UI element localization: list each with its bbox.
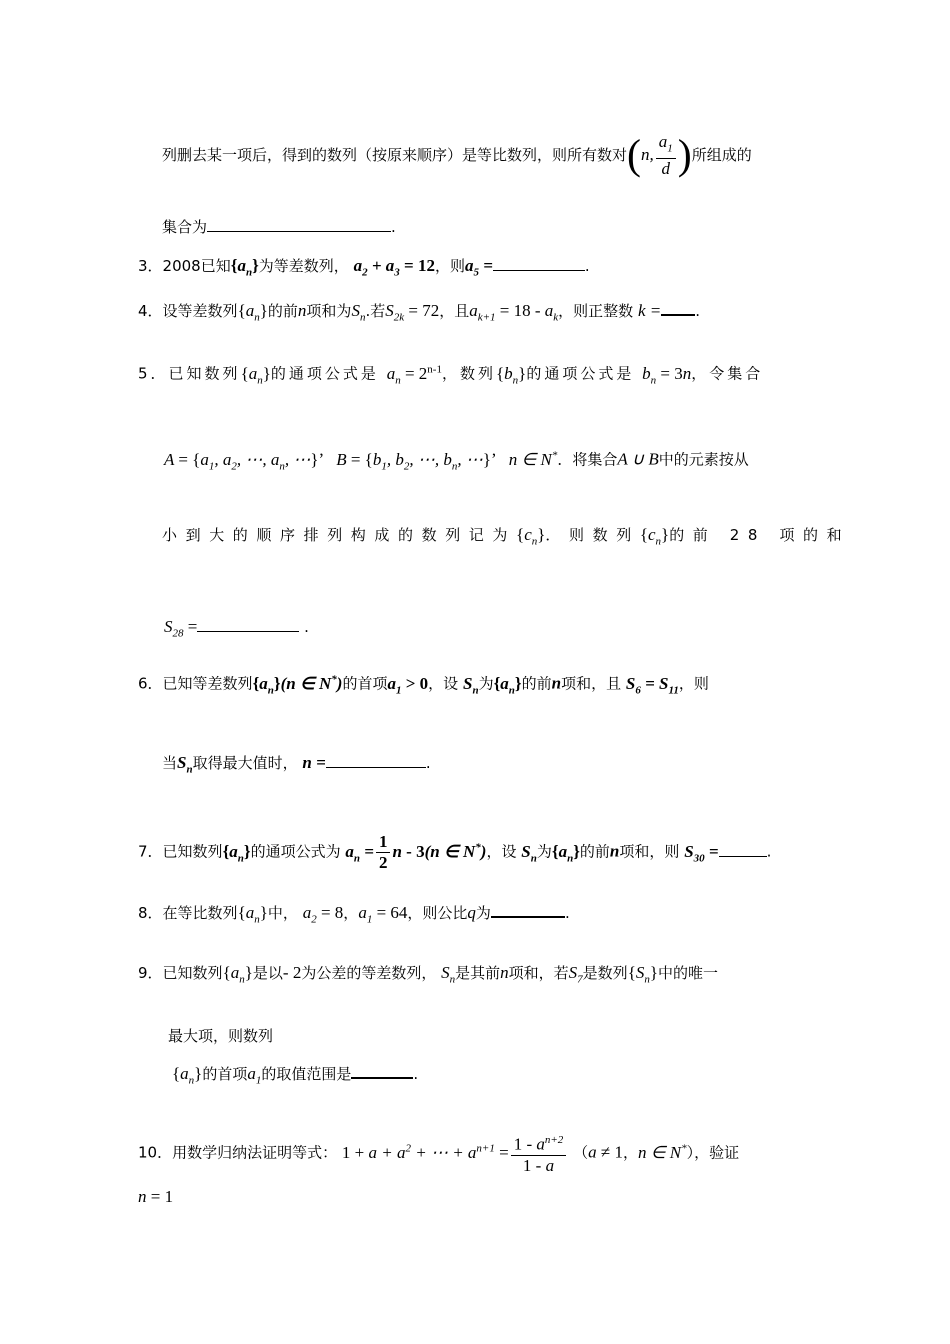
question-10-line-1: 10．用数学归纳法证明等式： $1 + a + a^2$ + ⋯ + $a^{n+1}$ = $\frac{1 - a^{n+2}}{1 - a}$ （a ≠ 1，n ∈ N*），验证 [138,1126,739,1176]
prev-question-line-1: 列删去某一项后，得到的数列（按原来顺序）是等比数列，则所有数对(n, $\frac{a_1}{d}$ )所组成的 [162,132,752,179]
question-5-line-3: 小到大的顺序排列构成的数列记为$\{c_n\}$．则数列$\{c_n\}$的前 28 项的和 [162,525,851,548]
fraction-a1-over-d: $\frac{a_1}{d}$ [656,132,676,179]
question-4: 4．设等差数列$\{a_n\}$的前n项和为$S_n$.若$S_{2k} = 72$，且$a_{k+1} = 18 - a_k$，则正整数 k = . [138,301,701,324]
question-8: 8．在等比数列$\{a_n\}$中， $a_2 = 8$，$a_1 = 64$，则公比q为 . [138,903,570,926]
question-6-line-2: 当$S_n$取得最大值时， n = . [162,753,431,776]
question-6-line-1: 6．已知等差数列$\{a_n\}(n$ ∈ N*)的首项$a_1 > 0$，设 $S_n$为$\{a_n\}$的前n项和，且 $S_6 = S_{11}$，则 [138,673,709,697]
prev-question-line-2: 集合为 . [162,218,396,236]
fraction-one-half: $\frac{1}{2}$ [376,832,391,873]
question-5-line-1: 5．已知数列$\{a_n\}$的通项公式是 $a_n = 2^{n-1}$，数列$\{b_n\}$的通项公式是 $b_n = 3n$，令集合 [138,363,764,387]
question-10-line-2: n = 1 [138,1187,174,1206]
answer-blank[interactable] [491,906,565,918]
answer-blank[interactable] [207,217,391,232]
question-3: 3．2008已知$\{a_n\}$为等差数列， $a_2 + a_3 = 12$，则$a_5$ = . [138,256,590,279]
question-5-line-4: $S_{28}$ = . [164,617,309,640]
fraction-sum-formula: $\frac{1 - a^{n+2}}{1 - a}$ [511,1130,567,1176]
question-7: 7．已知数列$\{a_n\}$的通项公式为 $a_n$ = $\frac{1}{2}$ n - 3(n ∈ N*)，设 $S_n$为$\{a_n\}$的前n项和，则 $S_{30}$ = . [138,831,772,872]
question-9-line-2: 最大项，则数列 [168,1027,274,1045]
answer-blank[interactable] [326,753,426,768]
question-9-line-1: 9．已知数列$\{a_n\}$是以- 2为公差的等差数列， $S_n$是其前n项和，若$S_7$是数列$\{S_n\}$中的唯一 [138,963,719,986]
answer-blank[interactable] [719,842,767,857]
answer-blank[interactable] [351,1067,413,1079]
question-5-line-2: $A = \{a_1$, $a_2$, ⋯, $a_n$, ⋯}’ $B = \{b_1$, $b_2$, ⋯, $b_n$, ⋯}’ n ∈ N*．将集合A ∪ B中的元素按从 [164,449,749,473]
answer-blank[interactable] [197,617,299,632]
answer-blank[interactable] [493,256,585,271]
question-9-line-3: $\{a_n\}$的首项$a_1$的取值范围是 . [172,1064,419,1087]
answer-blank[interactable] [661,306,695,316]
